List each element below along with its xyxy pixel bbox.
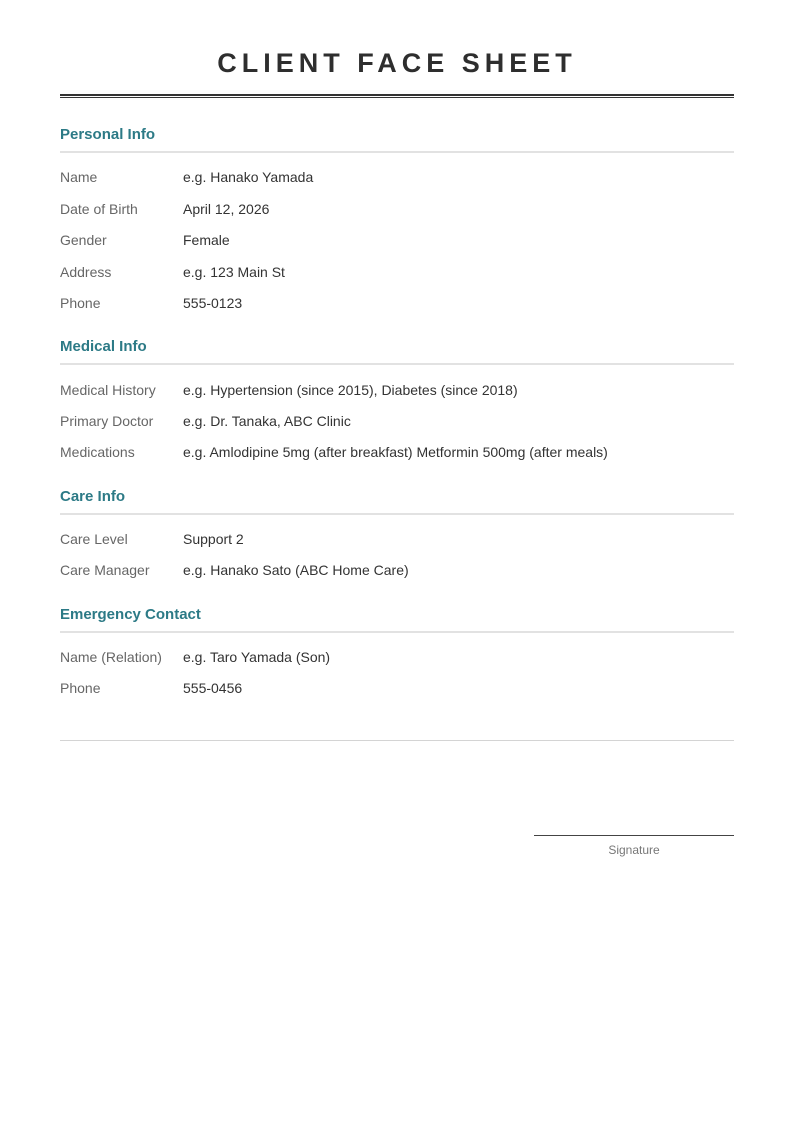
section-divider xyxy=(60,513,734,515)
section-title-medical-info: Medical Info xyxy=(60,338,147,355)
field-value: 555-0456 xyxy=(183,680,243,696)
field-row-name xyxy=(60,167,734,187)
section-title-care-info: Care Info xyxy=(60,488,126,505)
field-value: 555-0123 xyxy=(183,295,243,311)
footer-divider xyxy=(60,740,734,741)
section-divider xyxy=(60,631,734,633)
section-divider xyxy=(60,151,734,153)
signature-label: Signature xyxy=(608,843,660,857)
field-row-gender xyxy=(60,230,734,250)
field-row-care-manager xyxy=(60,560,734,580)
section-divider xyxy=(60,363,734,365)
field-label: Name xyxy=(60,169,98,185)
field-row-phone xyxy=(60,293,734,313)
field-value: e.g. 123 Main St xyxy=(183,264,285,280)
document-title: CLIENT FACE SHEET xyxy=(217,48,577,78)
field-row-date-of-birth xyxy=(60,199,734,219)
field-row-primary-doctor xyxy=(60,411,734,431)
field-row-contact-name xyxy=(60,647,734,667)
field-row-contact-phone xyxy=(60,678,734,698)
field-value: Support 2 xyxy=(183,531,244,547)
field-label: Care Manager xyxy=(60,562,150,578)
field-value: April 12, 2026 xyxy=(183,201,270,217)
field-label: Care Level xyxy=(60,531,128,547)
field-label: Gender xyxy=(60,232,107,248)
section-title-emergency-contact: Emergency Contact xyxy=(60,606,201,623)
field-label: Primary Doctor xyxy=(60,413,154,429)
title-rule-thin xyxy=(60,97,734,98)
field-value: e.g. Amlodipine 5mg (after breakfast) Metformin 500mg (after meals) xyxy=(183,444,608,460)
field-value: e.g. Hypertension (since 2015), Diabetes (since 2018) xyxy=(183,382,518,398)
field-row-medications xyxy=(60,442,734,462)
signature-line xyxy=(534,835,734,836)
field-row-address xyxy=(60,262,734,282)
field-label: Medical History xyxy=(60,382,156,398)
field-value: Female xyxy=(183,232,230,248)
field-label: Address xyxy=(60,264,112,280)
field-label: Phone xyxy=(60,295,101,311)
field-value: e.g. Hanako Sato (ABC Home Care) xyxy=(183,562,409,578)
field-label: Date of Birth xyxy=(60,201,138,217)
field-label: Medications xyxy=(60,444,135,460)
field-value: e.g. Taro Yamada (Son) xyxy=(183,649,331,665)
section-title-personal-info: Personal Info xyxy=(60,126,156,143)
field-row-medical-history xyxy=(60,380,734,400)
field-label: Phone xyxy=(60,680,101,696)
title-rule-thick xyxy=(60,94,734,96)
field-value: e.g. Hanako Yamada xyxy=(183,169,314,185)
field-label: Name (Relation) xyxy=(60,649,162,665)
field-value: e.g. Dr. Tanaka, ABC Clinic xyxy=(183,413,351,429)
field-row-care-level xyxy=(60,529,734,549)
